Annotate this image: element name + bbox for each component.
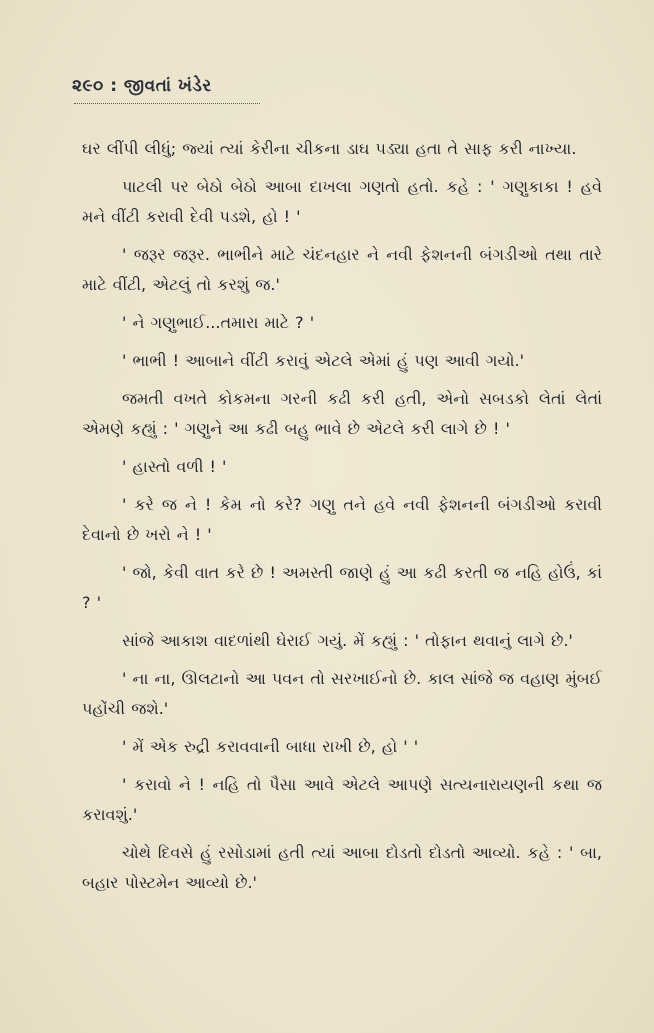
page-header: ૨૯૦ : જીવતાં ખંડેર: [72, 76, 212, 96]
paragraph: સાંજે આકાશ વાદળાંથી ઘેરાઈ ગયું. મેં કહ્યું : ' તોફાન થવાનું લાગે છે.': [122, 631, 573, 650]
paragraph: ' કરાવો ને ! નહિ તો પૈસા આવે એટલે આપણે સત્યનારાયણની કથા જ કરાવશું.': [82, 775, 602, 824]
paragraph: ' ને ગણુભાઈ...તમારા માટે ? ': [122, 313, 315, 332]
paragraph: ' જરૂર જરૂર. ભાભીને માટે ચંદનહાર ને નવી ફેશનની બંગડીઓ તથા તારે માટે વીંટી, એટલું તો કરશું જ.': [82, 245, 602, 294]
paragraph: ' હાસ્તો વળી ! ': [122, 457, 227, 476]
paragraph: ' જો, કેવી વાત કરે છે ! અમસ્તી જાણે હું આ કઢી કરતી જ નહિ હોઉં, કાં ? ': [82, 563, 602, 612]
paragraph: ઘર લીંપી લીધું; જ્યાં ત્યાં કેરીના ચીકના ડાઘ પડ્યા હતા તે સાફ કરી નાખ્યા.: [82, 139, 577, 158]
paragraph: ' કરે જ ને ! કેમ નો કરે? ગણુ તને હવે નવી ફેશનની બંગડીઓ કરાવી દેવાનો છે ખરો ને ! ': [82, 495, 602, 544]
paragraph: પાટલી પર બેઠો બેઠો આબા દાખલા ગણતો હતો. કહે : ' ગણુકાકા ! હવે મને વીંટી કરાવી દેવી પડશે, હો ! ': [82, 177, 602, 226]
paragraph: ' ના ના, ઊલટાનો આ પવન તો સરખાઈનો છે. કાલ સાંજે જ વહાણ મુંબઈ પહોંચી જશે.': [82, 669, 602, 718]
paragraph: ' ભાભી ! આબાને વીંટી કરાવું એટલે એમાં હું પણ આવી ગયો.': [122, 351, 525, 370]
page-body: [82, 134, 602, 906]
paragraph: જમતી વખતે કોકમના ગરની કઢી કરી હતી, એનો સબડકો લેતાં લેતાં એમણે કહ્યું : ' ગણુને આ કઢી બહુ ભાવે છે એટલે કરી લાગે છે ! ': [82, 389, 602, 438]
paragraph: ચોથે દિવસે હું રસોડામાં હતી ત્યાં આબા દોડતો દોડતો આવ્યો. કહે : ' બા, બહાર પોસ્ટમેન આવ્યો છે.': [82, 843, 602, 892]
paragraph: ' મેં એક રુદ્રી કરાવવાની બાધા રાખી છે, હો ' ': [122, 737, 419, 756]
header-underline: [74, 103, 260, 104]
